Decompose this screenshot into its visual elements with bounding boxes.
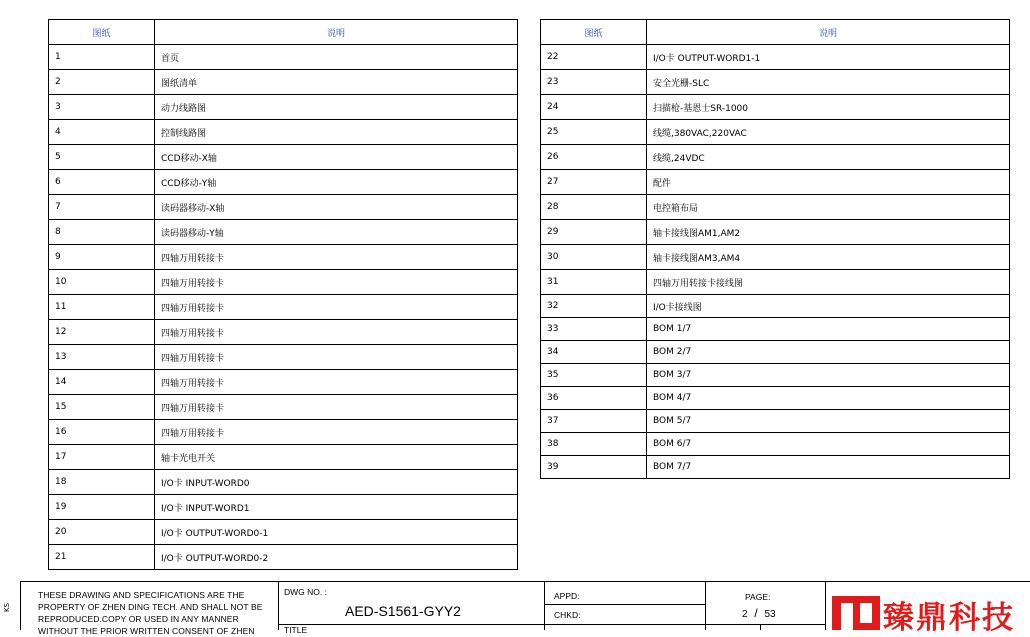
drawing-list-table-left (48, 19, 518, 570)
table-row (541, 120, 1010, 145)
table-row (541, 410, 1010, 433)
drawing-number-cell: 31 (541, 270, 647, 295)
description-cell: I/O卡 INPUT-WORD1 (155, 495, 518, 520)
description-cell: 轴卡接线图AM3,AM4 (647, 245, 1010, 270)
description-cell: 轴卡接线图AM1,AM2 (647, 220, 1010, 245)
table-row (49, 395, 518, 420)
title-block-divider (544, 581, 545, 630)
description-cell: 配件 (647, 170, 1010, 195)
drawing-number-cell: 9 (49, 245, 155, 270)
title-block-divider (760, 624, 761, 630)
table-row (541, 364, 1010, 387)
page-separator: / (754, 606, 758, 620)
title-block-row-line (278, 624, 544, 625)
table-row (541, 245, 1010, 270)
drawing-number-cell: 8 (49, 220, 155, 245)
table-row (541, 145, 1010, 170)
description-cell: 四轴万用转接卡 (155, 370, 518, 395)
table-row (49, 295, 518, 320)
description-cell: I/O卡 OUTPUT-WORD0-1 (155, 520, 518, 545)
description-cell: BOM 3/7 (647, 364, 1010, 387)
table-row (541, 387, 1010, 410)
description-cell: I/O卡 OUTPUT-WORD0-2 (155, 545, 518, 570)
col-header-drawing: 图纸 (541, 20, 647, 45)
title-block-divider (705, 581, 706, 630)
drawing-number-cell: 33 (541, 318, 647, 341)
drawing-number-cell: 22 (541, 45, 647, 70)
drawing-number-cell: 23 (541, 70, 647, 95)
drawing-number-cell: 28 (541, 195, 647, 220)
table-row (541, 295, 1010, 318)
description-cell: 线缆,380VAC,220VAC (647, 120, 1010, 145)
drawing-number-cell: 37 (541, 410, 647, 433)
table-row (49, 420, 518, 445)
table-row (49, 495, 518, 520)
description-cell: 轴卡光电开关 (155, 445, 518, 470)
drawing-number-cell: 20 (49, 520, 155, 545)
table-row (49, 345, 518, 370)
description-cell: 线缆,24VDC (647, 145, 1010, 170)
drawing-number-cell: 1 (49, 45, 155, 70)
table-row (49, 145, 518, 170)
description-cell: BOM 7/7 (647, 456, 1010, 479)
drawing-number-cell: 36 (541, 387, 647, 410)
drawing-number-cell: 16 (49, 420, 155, 445)
description-cell: 四轴万用转接卡 (155, 270, 518, 295)
description-cell: I/O卡 INPUT-WORD0 (155, 470, 518, 495)
title-block-left-border (20, 581, 21, 630)
company-logo-icon (832, 596, 880, 630)
drawing-number-cell: 29 (541, 220, 647, 245)
appd-label: APPD: (554, 591, 580, 601)
description-cell: CCD移动-Y轴 (155, 170, 518, 195)
description-cell: BOM 4/7 (647, 387, 1010, 410)
description-cell: 安全光栅-SLC (647, 70, 1010, 95)
drawing-number-cell: 30 (541, 245, 647, 270)
drawing-number-cell: 35 (541, 364, 647, 387)
drawing-number-cell: 11 (49, 295, 155, 320)
table-row (49, 245, 518, 270)
drawing-number-cell: 17 (49, 445, 155, 470)
company-name: 臻鼎科技 (883, 600, 1015, 636)
description-cell: 扫描枪-基恩士SR-1000 (647, 95, 1010, 120)
description-cell: 控制线路图 (155, 120, 518, 145)
description-cell: 四轴万用转接卡 (155, 420, 518, 445)
drawing-list-table-right (540, 19, 1010, 479)
drawing-number-cell: 14 (49, 370, 155, 395)
table-row (49, 320, 518, 345)
table-row (541, 456, 1010, 479)
description-cell: BOM 2/7 (647, 341, 1010, 364)
drawing-number-cell: 10 (49, 270, 155, 295)
title-label: TITLE (284, 625, 308, 635)
table-row (541, 70, 1010, 95)
description-cell: 图纸清单 (155, 70, 518, 95)
table-row (541, 45, 1010, 70)
drawing-number-cell: 39 (541, 456, 647, 479)
drawing-number-cell: 26 (541, 145, 647, 170)
table-row (49, 95, 518, 120)
side-margin-label: KS (3, 602, 11, 612)
dwg-no-value: AED-S1561-GYY2 (345, 603, 461, 619)
table-row (541, 220, 1010, 245)
title-block-row-line (544, 604, 705, 605)
drawing-number-cell: 18 (49, 470, 155, 495)
description-cell: 读码器移动-Y轴 (155, 220, 518, 245)
table-row (49, 545, 518, 570)
drawing-number-cell: 6 (49, 170, 155, 195)
table-row (541, 95, 1010, 120)
description-cell: 动力线路图 (155, 95, 518, 120)
title-block-divider (825, 581, 826, 630)
description-cell: BOM 1/7 (647, 318, 1010, 341)
table-row (49, 270, 518, 295)
table-row (49, 520, 518, 545)
copyright-notice: THESE DRAWING AND SPECIFICATIONS ARE THE PROPERTY OF ZHEN DING TECH. AND SHALL NOT BE REPRODUCED.COPY OR USED IN ANY MANNER WITHOUT THE PRIOR WRITTEN CONSENT OF ZHEN (38, 590, 263, 636)
table-row (49, 470, 518, 495)
description-cell: 四轴万用转接卡 (155, 345, 518, 370)
description-cell: 首页 (155, 45, 518, 70)
drawing-number-cell: 38 (541, 433, 647, 456)
description-cell: 四轴万用转接卡 (155, 320, 518, 345)
drawing-number-cell: 2 (49, 70, 155, 95)
table-row (49, 195, 518, 220)
drawing-number-cell: 5 (49, 145, 155, 170)
table-row (49, 170, 518, 195)
table-row (49, 445, 518, 470)
table-row (541, 318, 1010, 341)
description-cell: 四轴万用转接卡 (155, 295, 518, 320)
drawing-number-cell: 24 (541, 95, 647, 120)
table-row (49, 370, 518, 395)
table-row (49, 120, 518, 145)
description-cell: 四轴万用转接卡 (155, 395, 518, 420)
drawing-number-cell: 3 (49, 95, 155, 120)
dwg-no-label: DWG NO. : (284, 587, 327, 597)
table-row (49, 220, 518, 245)
description-cell: 四轴万用转接卡接线图 (647, 270, 1010, 295)
page-total: 53 (764, 609, 776, 620)
table-row (541, 270, 1010, 295)
table-row (541, 433, 1010, 456)
drawing-number-cell: 13 (49, 345, 155, 370)
description-cell: I/O卡接线图 (647, 295, 1010, 318)
table-row (541, 341, 1010, 364)
title-block-top-border (20, 581, 1030, 582)
drawing-number-cell: 15 (49, 395, 155, 420)
drawing-number-cell: 32 (541, 295, 647, 318)
chkd-label: CHKD: (554, 610, 581, 620)
table-row (541, 170, 1010, 195)
description-cell: 读码器移动-X轴 (155, 195, 518, 220)
description-cell: BOM 6/7 (647, 433, 1010, 456)
drawing-number-cell: 27 (541, 170, 647, 195)
table-row (49, 70, 518, 95)
drawing-number-cell: 19 (49, 495, 155, 520)
drawing-number-cell: 34 (541, 341, 647, 364)
title-block-row-line (544, 624, 825, 625)
page-number (742, 606, 776, 620)
page-current: 2 (742, 609, 748, 620)
description-cell: 电控箱布局 (647, 195, 1010, 220)
title-block-divider (278, 581, 279, 630)
drawing-number-cell: 25 (541, 120, 647, 145)
description-cell: 四轴万用转接卡 (155, 245, 518, 270)
col-header-description: 说明 (647, 20, 1010, 45)
col-header-description: 说明 (155, 20, 518, 45)
description-cell: BOM 5/7 (647, 410, 1010, 433)
table-row (49, 45, 518, 70)
drawing-number-cell: 7 (49, 195, 155, 220)
page-label: PAGE: (745, 592, 771, 602)
description-cell: CCD移动-X轴 (155, 145, 518, 170)
description-cell: I/O卡 OUTPUT-WORD1-1 (647, 45, 1010, 70)
drawing-number-cell: 12 (49, 320, 155, 345)
drawing-number-cell: 21 (49, 545, 155, 570)
table-row (541, 195, 1010, 220)
col-header-drawing: 图纸 (49, 20, 155, 45)
drawing-number-cell: 4 (49, 120, 155, 145)
